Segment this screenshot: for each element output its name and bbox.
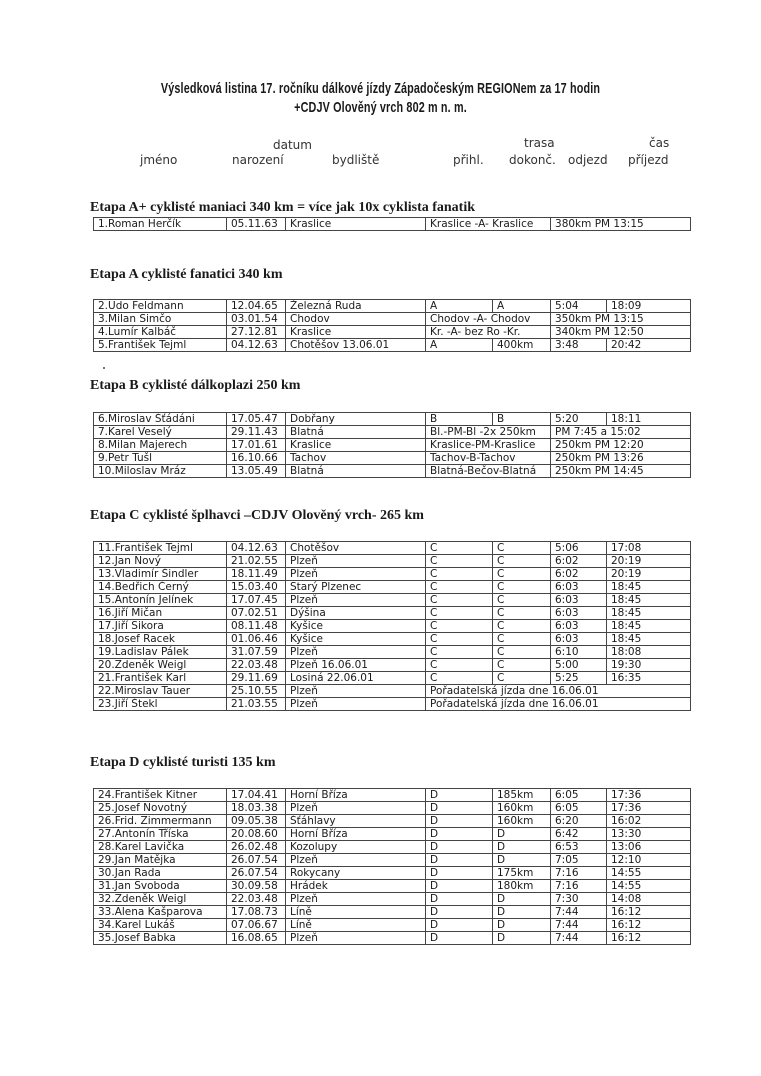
arrival-time: 16:02 <box>607 815 691 828</box>
birth-date: 17.05.47 <box>227 413 286 426</box>
header-trasa: trasa <box>524 136 555 150</box>
header-prihl: přihl. <box>453 153 484 167</box>
route-registered: A <box>426 300 493 313</box>
route-completed: C <box>493 607 551 620</box>
route-result: 250km PM 13:26 <box>551 452 691 465</box>
header-prijezd: příjezd <box>628 153 669 167</box>
residence: Blatná <box>286 426 426 439</box>
rider-name: 12.Jan Nový <box>94 555 227 568</box>
route-registered: D <box>426 802 493 815</box>
residence: Losiná 22.06.01 <box>286 672 426 685</box>
arrival-time: 16:12 <box>607 919 691 932</box>
birth-date: 26.07.54 <box>227 854 286 867</box>
table-row <box>94 919 691 932</box>
route-description: Chodov -A- Chodov <box>426 313 551 326</box>
birth-date: 17.08.73 <box>227 906 286 919</box>
arrival-time: 18:11 <box>607 413 691 426</box>
rider-name: 3.Milan Simčo <box>94 313 227 326</box>
route-description: Bl.-PM-Bl -2x 250km <box>426 426 551 439</box>
departure-time: 7:44 <box>551 932 607 945</box>
route-completed: C <box>493 542 551 555</box>
residence: Kraslice <box>286 439 426 452</box>
route-completed: C <box>493 646 551 659</box>
rider-name: 2.Udo Feldmann <box>94 300 227 313</box>
route-description: Kraslice-PM-Kraslice <box>426 439 551 452</box>
rider-name: 23.Jiří Štekl <box>94 698 227 711</box>
rider-name: 10.Miloslav Mráz <box>94 465 227 478</box>
page-title-line2: +CDJV Olověný vrch 802 m n. m. <box>294 99 467 116</box>
birth-date: 22.03.48 <box>227 893 286 906</box>
residence: Plzeň <box>286 568 426 581</box>
table-row <box>94 906 691 919</box>
rider-name: 27.Antonín Tříska <box>94 828 227 841</box>
birth-date: 13.05.49 <box>227 465 286 478</box>
rider-name: 29.Jan Matějka <box>94 854 227 867</box>
birth-date: 21.02.55 <box>227 555 286 568</box>
route-completed: 160km <box>493 815 551 828</box>
table-row <box>94 555 691 568</box>
arrival-time: 19:30 <box>607 659 691 672</box>
birth-date: 22.03.48 <box>227 659 286 672</box>
birth-date: 03.01.54 <box>227 313 286 326</box>
section-title: Etapa A cyklisté fanatici 340 km <box>90 267 283 282</box>
results-table <box>93 217 691 231</box>
arrival-time: 18:45 <box>607 633 691 646</box>
section-title: Etapa D cyklisté turisti 135 km <box>90 755 276 770</box>
birth-date: 26.02.48 <box>227 841 286 854</box>
arrival-time: 18:45 <box>607 581 691 594</box>
departure-time: 7:30 <box>551 893 607 906</box>
residence: Horní Bříza <box>286 789 426 802</box>
table-row <box>94 452 691 465</box>
header-cas: čas <box>649 136 670 150</box>
table-row <box>94 581 691 594</box>
birth-date: 30.09.58 <box>227 880 286 893</box>
route-completed: D <box>493 919 551 932</box>
results-table <box>93 788 691 945</box>
departure-time: 6:53 <box>551 841 607 854</box>
table-row <box>94 893 691 906</box>
arrival-time: 16:12 <box>607 932 691 945</box>
departure-time: 7:44 <box>551 906 607 919</box>
residence: Kyšice <box>286 620 426 633</box>
table-row <box>94 326 691 339</box>
table-row <box>94 815 691 828</box>
header-dokonc: dokonč. <box>509 153 556 167</box>
departure-time: 3:48 <box>551 339 607 352</box>
birth-date: 25.10.55 <box>227 685 286 698</box>
residence: Plzeň <box>286 685 426 698</box>
route-completed: C <box>493 594 551 607</box>
route-registered: C <box>426 620 493 633</box>
departure-time: 5:06 <box>551 542 607 555</box>
residence: Rokycany <box>286 867 426 880</box>
route-completed: B <box>493 413 551 426</box>
header-narozeni: narození <box>232 153 284 167</box>
birth-date: 26.07.54 <box>227 867 286 880</box>
route-completed: A <box>493 300 551 313</box>
departure-time: 6:03 <box>551 607 607 620</box>
table-row <box>94 789 691 802</box>
rider-name: 17.Jiří Sikora <box>94 620 227 633</box>
table-row <box>94 867 691 880</box>
birth-date: 18.11.49 <box>227 568 286 581</box>
rider-name: 19.Ladislav Pálek <box>94 646 227 659</box>
route-registered: D <box>426 893 493 906</box>
birth-date: 29.11.43 <box>227 426 286 439</box>
arrival-time: 20:42 <box>607 339 691 352</box>
residence: Kraslice <box>286 218 426 231</box>
birth-date: 09.05.38 <box>227 815 286 828</box>
table-row <box>94 685 691 698</box>
rider-name: 31.Jan Svoboda <box>94 880 227 893</box>
route-registered: C <box>426 659 493 672</box>
route-description: Tachov-B-Tachov <box>426 452 551 465</box>
residence: Chodov <box>286 313 426 326</box>
route-completed: 175km <box>493 867 551 880</box>
rider-name: 16.Jiří Mičan <box>94 607 227 620</box>
route-registered: D <box>426 789 493 802</box>
departure-time: 6:03 <box>551 633 607 646</box>
birth-date: 17.04.41 <box>227 789 286 802</box>
residence: Dýšina <box>286 607 426 620</box>
departure-time: 6:02 <box>551 568 607 581</box>
table-row <box>94 607 691 620</box>
departure-time: 6:10 <box>551 646 607 659</box>
arrival-time: 16:12 <box>607 906 691 919</box>
birth-date: 20.08.60 <box>227 828 286 841</box>
birth-date: 07.06.67 <box>227 919 286 932</box>
residence: Hrádek <box>286 880 426 893</box>
route-result: 340km PM 12:50 <box>551 326 691 339</box>
results-table <box>93 299 691 352</box>
departure-time: 5:04 <box>551 300 607 313</box>
table-row <box>94 698 691 711</box>
route-registered: C <box>426 646 493 659</box>
residence: Horní Bříza <box>286 828 426 841</box>
table-row <box>94 465 691 478</box>
table-row <box>94 880 691 893</box>
rider-name: 34.Karel Lukáš <box>94 919 227 932</box>
departure-time: 6:03 <box>551 581 607 594</box>
route-registered: D <box>426 828 493 841</box>
route-completed: 180km <box>493 880 551 893</box>
arrival-time: 12:10 <box>607 854 691 867</box>
residence: Dobřany <box>286 413 426 426</box>
rider-name: 24.František Kitner <box>94 789 227 802</box>
birth-date: 31.07.59 <box>227 646 286 659</box>
residence: Kozolupy <box>286 841 426 854</box>
route-registered: C <box>426 607 493 620</box>
route-registered: C <box>426 542 493 555</box>
section-title: Etapa B cyklisté dálkoplazi 250 km <box>90 378 301 393</box>
header-odjezd: odjezd <box>568 153 608 167</box>
route-result: 350km PM 13:15 <box>551 313 691 326</box>
rider-name: 21.František Karl <box>94 672 227 685</box>
rider-name: 20.Zdeněk Weigl <box>94 659 227 672</box>
departure-time: 7:16 <box>551 867 607 880</box>
route-registered: C <box>426 555 493 568</box>
residence: Železná Ruda <box>286 300 426 313</box>
table-row <box>94 594 691 607</box>
residence: Líně <box>286 906 426 919</box>
rider-name: 14.Bedřich Černý <box>94 581 227 594</box>
table-row <box>94 218 691 231</box>
residence: Chotěšov 13.06.01 <box>286 339 426 352</box>
route-completed: 185km <box>493 789 551 802</box>
rider-name: 5.František Tejml <box>94 339 227 352</box>
table-row <box>94 620 691 633</box>
table-row <box>94 568 691 581</box>
rider-name: 26.Frid. Zimmermann <box>94 815 227 828</box>
arrival-time: 17:08 <box>607 542 691 555</box>
birth-date: 07.02.51 <box>227 607 286 620</box>
route-description: Blatná-Bečov-Blatná <box>426 465 551 478</box>
table-row <box>94 854 691 867</box>
table-row <box>94 672 691 685</box>
arrival-time: 14:55 <box>607 880 691 893</box>
arrival-time: 13:06 <box>607 841 691 854</box>
table-row <box>94 313 691 326</box>
route-registered: D <box>426 880 493 893</box>
departure-time: 6:42 <box>551 828 607 841</box>
results-table <box>93 412 691 478</box>
route-registered: D <box>426 841 493 854</box>
departure-time: 6:05 <box>551 789 607 802</box>
route-completed: D <box>493 841 551 854</box>
table-row <box>94 659 691 672</box>
arrival-time: 18:45 <box>607 620 691 633</box>
residence: Plzeň <box>286 802 426 815</box>
residence: Líně <box>286 919 426 932</box>
rider-name: 32.Zdeněk Weigl <box>94 893 227 906</box>
route-registered: C <box>426 581 493 594</box>
departure-time: 6:05 <box>551 802 607 815</box>
departure-time: 7:16 <box>551 880 607 893</box>
route-result: 380km PM 13:15 <box>551 218 691 231</box>
departure-time: 5:20 <box>551 413 607 426</box>
route-completed: D <box>493 932 551 945</box>
arrival-time: 17:36 <box>607 802 691 815</box>
rider-name: 18.Josef Racek <box>94 633 227 646</box>
page-title-line1: Výsledková listina 17. ročníku dálkové jízdy Západočeským REGIONem za 17 hodin <box>160 80 601 97</box>
departure-time: 6:20 <box>551 815 607 828</box>
birth-date: 16.10.66 <box>227 452 286 465</box>
table-row <box>94 413 691 426</box>
table-row <box>94 841 691 854</box>
route-registered: D <box>426 854 493 867</box>
rider-name: 28.Karel Lavička <box>94 841 227 854</box>
route-completed: D <box>493 854 551 867</box>
scan-speck <box>103 367 105 369</box>
route-registered: C <box>426 633 493 646</box>
rider-name: 11.František Tejml <box>94 542 227 555</box>
header-jmeno: jméno <box>140 153 178 167</box>
table-row <box>94 339 691 352</box>
section-title: Etapa A+ cyklisté maniaci 340 km = více jak 10x cyklista fanatik <box>90 200 476 215</box>
rider-name: 9.Petr Tušl <box>94 452 227 465</box>
route-registered: C <box>426 594 493 607</box>
arrival-time: 18:09 <box>607 300 691 313</box>
residence: Plzeň <box>286 555 426 568</box>
route-registered: D <box>426 919 493 932</box>
route-result: 250km PM 14:45 <box>551 465 691 478</box>
table-row <box>94 802 691 815</box>
route-result: PM 7:45 a 15:02 <box>551 426 691 439</box>
residence: Chotěšov <box>286 542 426 555</box>
route-completed: D <box>493 828 551 841</box>
birth-date: 01.06.46 <box>227 633 286 646</box>
table-row <box>94 828 691 841</box>
route-registered: D <box>426 815 493 828</box>
rider-name: 30.Jan Rada <box>94 867 227 880</box>
route-completed: C <box>493 581 551 594</box>
birth-date: 29.11.69 <box>227 672 286 685</box>
departure-time: 7:44 <box>551 919 607 932</box>
arrival-time: 13:30 <box>607 828 691 841</box>
rider-name: 22.Miroslav Tauer <box>94 685 227 698</box>
table-row <box>94 439 691 452</box>
row-note: Pořadatelská jízda dne 16.06.01 <box>426 698 691 711</box>
results-table <box>93 541 691 711</box>
arrival-time: 18:45 <box>607 594 691 607</box>
departure-time: 6:02 <box>551 555 607 568</box>
arrival-time: 18:45 <box>607 607 691 620</box>
route-completed: C <box>493 672 551 685</box>
route-completed: C <box>493 633 551 646</box>
route-completed: C <box>493 620 551 633</box>
birth-date: 04.12.63 <box>227 542 286 555</box>
table-row <box>94 633 691 646</box>
birth-date: 18.03.38 <box>227 802 286 815</box>
table-row <box>94 300 691 313</box>
rider-name: 6.Miroslav Šťádáni <box>94 413 227 426</box>
arrival-time: 16:35 <box>607 672 691 685</box>
rider-name: 15.Antonín Jelínek <box>94 594 227 607</box>
row-note: Pořadatelská jízda dne 16.06.01 <box>426 685 691 698</box>
rider-name: 8.Milan Majerech <box>94 439 227 452</box>
residence: Plzeň <box>286 854 426 867</box>
route-description: Kraslice -A- Kraslice <box>426 218 551 231</box>
route-completed: 160km <box>493 802 551 815</box>
rider-name: 1.Roman Herčík <box>94 218 227 231</box>
route-completed: C <box>493 568 551 581</box>
birth-date: 05.11.63 <box>227 218 286 231</box>
residence: Plzeň <box>286 646 426 659</box>
residence: Plzeň <box>286 932 426 945</box>
route-completed: C <box>493 555 551 568</box>
header-datum: datum <box>273 138 312 152</box>
residence: Plzeň <box>286 594 426 607</box>
arrival-time: 14:55 <box>607 867 691 880</box>
residence: Plzeň <box>286 698 426 711</box>
route-registered: C <box>426 672 493 685</box>
residence: Kyšice <box>286 633 426 646</box>
rider-name: 4.Lumír Kalbáč <box>94 326 227 339</box>
arrival-time: 20:19 <box>607 555 691 568</box>
rider-name: 35.Josef Babka <box>94 932 227 945</box>
rider-name: 33.Alena Kašparova <box>94 906 227 919</box>
birth-date: 12.04.65 <box>227 300 286 313</box>
route-registered: B <box>426 413 493 426</box>
route-registered: D <box>426 906 493 919</box>
arrival-time: 17:36 <box>607 789 691 802</box>
residence: Šťáhlavy <box>286 815 426 828</box>
arrival-time: 14:08 <box>607 893 691 906</box>
residence: Tachov <box>286 452 426 465</box>
birth-date: 17.07.45 <box>227 594 286 607</box>
route-registered: C <box>426 568 493 581</box>
route-completed: D <box>493 893 551 906</box>
departure-time: 6:03 <box>551 594 607 607</box>
route-result: 250km PM 12:20 <box>551 439 691 452</box>
route-description: Kr. -A- bez Ro -Kr. <box>426 326 551 339</box>
birth-date: 21.03.55 <box>227 698 286 711</box>
birth-date: 15.03.40 <box>227 581 286 594</box>
departure-time: 5:00 <box>551 659 607 672</box>
arrival-time: 20:19 <box>607 568 691 581</box>
departure-time: 7:05 <box>551 854 607 867</box>
header-bydliste: bydliště <box>332 153 380 167</box>
route-registered: A <box>426 339 493 352</box>
birth-date: 04.12.63 <box>227 339 286 352</box>
birth-date: 08.11.48 <box>227 620 286 633</box>
birth-date: 27.12.81 <box>227 326 286 339</box>
birth-date: 17.01.61 <box>227 439 286 452</box>
route-completed: D <box>493 906 551 919</box>
residence: Blatná <box>286 465 426 478</box>
table-row <box>94 646 691 659</box>
departure-time: 5:25 <box>551 672 607 685</box>
route-completed: 400km <box>493 339 551 352</box>
birth-date: 16.08.65 <box>227 932 286 945</box>
rider-name: 7.Karel Veselý <box>94 426 227 439</box>
route-registered: D <box>426 932 493 945</box>
table-row <box>94 932 691 945</box>
section-title: Etapa C cyklisté šplhavci –CDJV Olověný vrch- 265 km <box>90 508 424 523</box>
residence: Plzeň 16.06.01 <box>286 659 426 672</box>
arrival-time: 18:08 <box>607 646 691 659</box>
table-row <box>94 542 691 555</box>
rider-name: 13.Vladimír Šindler <box>94 568 227 581</box>
route-registered: D <box>426 867 493 880</box>
table-row <box>94 426 691 439</box>
rider-name: 25.Josef Novotný <box>94 802 227 815</box>
departure-time: 6:03 <box>551 620 607 633</box>
residence: Starý Plzenec <box>286 581 426 594</box>
residence: Kraslice <box>286 326 426 339</box>
residence: Plzeň <box>286 893 426 906</box>
route-completed: C <box>493 659 551 672</box>
